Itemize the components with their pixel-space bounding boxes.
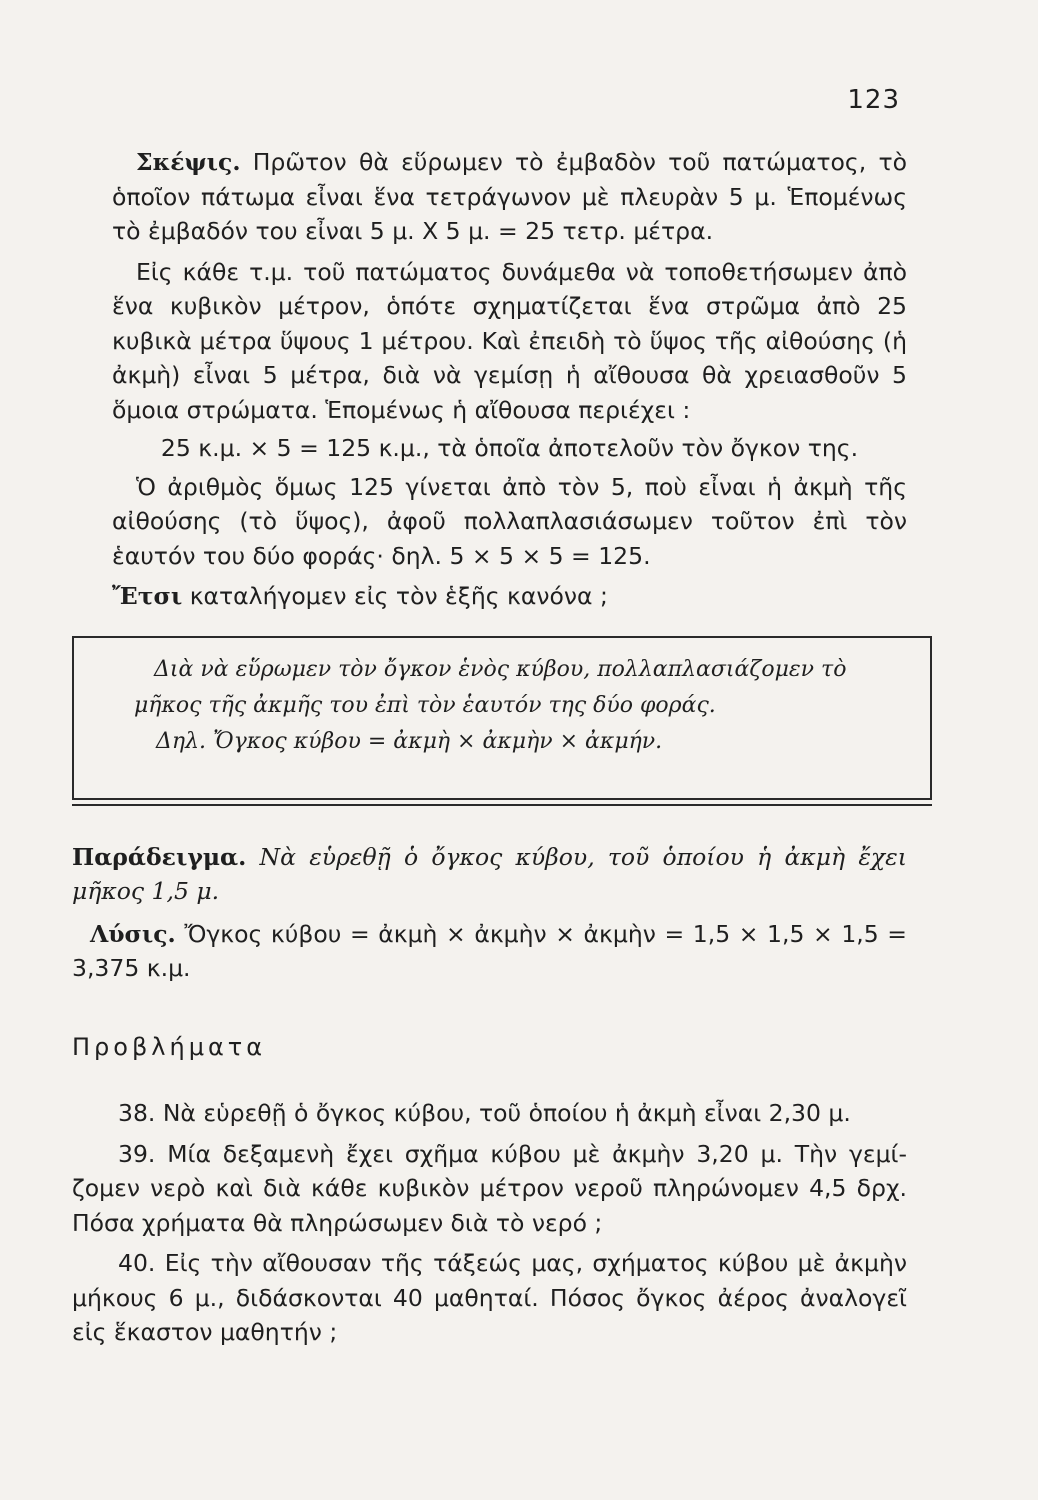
thinking-paragraph-3: Ὁ ἀριθμὸς ὅμως 125 γίνεται ἀπὸ τὸν 5, ποὺ εἶναι ἡ ἀκμὴ τῆς αἰθούσης (τὸ ὕψος), ἀφοῦ πολλαπλασιάσωμεν τοῦτον ἐπὶ τὸν ἑαυτόν του δύο φοράς· δηλ. 5 × 5 × 5 = 125. <box>112 472 907 570</box>
problems-title: Προβλήματα <box>72 1032 267 1061</box>
rule-line-2: μῆκος τῆς ἀκμῆς του ἐπὶ τὸν ἑαυτόν της δύο φοράς. <box>134 692 716 718</box>
conclusion-text: καταλήγομεν εἰς τὸν ἑξῆς κανόνα ; <box>189 582 608 610</box>
thinking-text-1: Πρῶτον θὰ εὕρωμεν τὸ ἐμβαδὸν τοῦ πατώματος, τὸ ὁποῖον πάτωμα εἶναι ἕνα τετράγωνον μὲ πλευρὰν 5 μ. Ἑπομένως τὸ ἐμβαδόν του εἶναι 5 μ. X 5 μ. = 25 τετρ. μέτρα. <box>112 148 907 245</box>
rule-box <box>72 636 932 800</box>
solution-paragraph <box>72 917 907 986</box>
problem-38: 38. Νὰ εὑρεθῇ ὁ ὄγκος κύβου, τοῦ ὁποίου ἡ ἀκμὴ εἶναι 2,30 μ. <box>118 1099 851 1127</box>
problem-39: 39. Μία δεξαμενὴ ἔχει σχῆμα κύβου μὲ ἀκμὴν 3,20 μ. Τὴν γεμί-ζομεν νερὸ καὶ διὰ κάθε κυβικὸν μέτρον νεροῦ πληρώνομεν 4,5 δρχ. Πόσα χρήματα θὰ πληρώσωμεν διὰ τὸ νερό ; <box>72 1139 907 1237</box>
thinking-paragraph-1 <box>112 145 907 249</box>
page-number: 123 <box>847 85 900 115</box>
example-text: Νὰ εὑρεθῇ ὁ ὄγκος κύβου, τοῦ ὁποίου ἡ ἀκμὴ ἔχει μῆκος 1,5 μ. <box>72 842 907 905</box>
rule-line-3: Δηλ. Ὄγκος κύβου = ἀκμὴ × ἀκμὴν × ἀκμήν. <box>156 728 663 754</box>
problem-40: 40. Εἰς τὴν αἴθουσαν τῆς τάξεώς μας, σχήματος κύβου μὲ ἀκμὴν μήκους 6 μ., διδάσκονται 40 μαθηταί. Πόσος ὄγκος ἀέρος ἀναλογεῖ εἰς ἕκαστον μαθητήν ; <box>72 1249 907 1346</box>
conclusion-line <box>112 579 907 614</box>
volume-calculation: 25 κ.μ. × 5 = 125 κ.μ., τὰ ὁποῖα ἀποτελοῦν τὸν ὄγκον της. <box>160 434 859 462</box>
solution-text: Ὄγκος κύβου = ἀκμὴ × ἀκμὴν × ἀκμὴν = 1,5 × 1,5 × 1,5 = 3,375 κ.μ. <box>72 919 907 982</box>
thinking-label: Σκέψις. <box>136 148 241 176</box>
rule-line-1: Διὰ νὰ εὕρωμεν τὸν ὄγκον ἑνὸς κύβου, πολλαπλασιάζομεν τὸ <box>154 656 847 682</box>
conclusion-label: Ἔτσι <box>112 582 183 610</box>
thinking-paragraph-2: Εἰς κάθε τ.μ. τοῦ πατώματος δυνάμεθα νὰ τοποθετήσωμεν ἀπὸ ἕνα κυβικὸν μέτρον, ὁπότε σχηματίζεται ἕνα στρῶμα ἀπὸ 25 κυβικὰ μέτρα ὕψους 1 μέτρου. Καὶ ἐπειδὴ τὸ ὕψος τῆς αἰθούσης (ἡ ἀκμὴ) εἶναι 5 μέτρα, διὰ νὰ γεμίσῃ ἡ αἴθουσα θὰ χρειασθοῦν 5 ὅμοια στρώματα. Ἑπομένως ἡ αἴθουσα περιέχει : <box>112 257 907 424</box>
solution-label: Λύσις. <box>90 919 176 948</box>
example-paragraph <box>72 840 907 909</box>
example-label: Παράδειγμα. <box>72 842 247 871</box>
page-body <box>72 145 907 1350</box>
